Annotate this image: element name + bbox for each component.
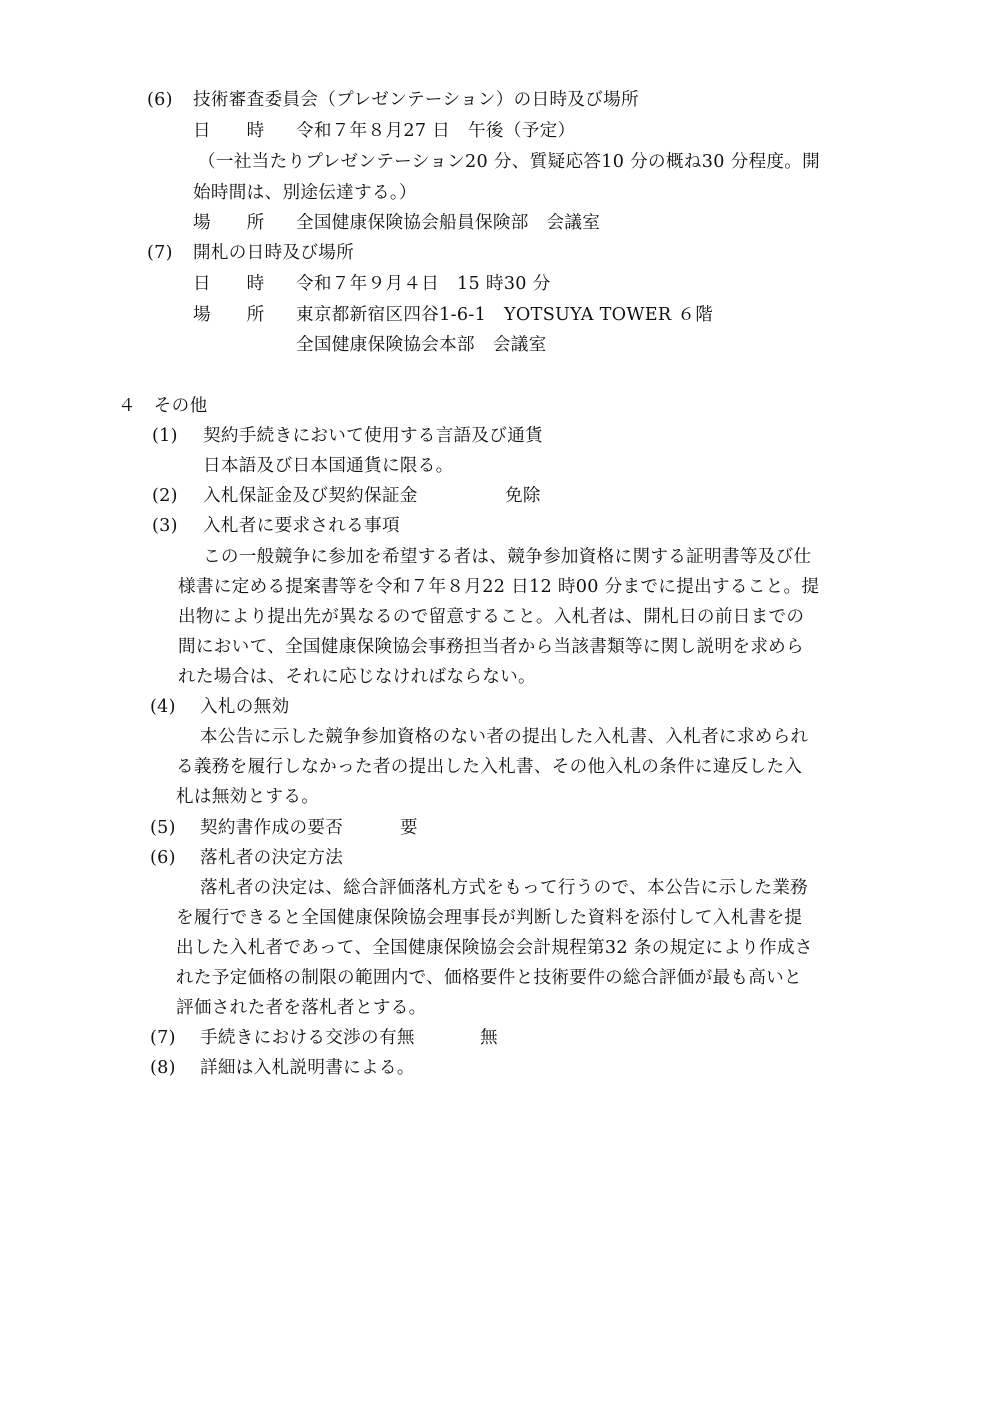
s6-date-row [193,118,575,144]
item-1-title: 契約手続きにおいて使用する言語及び通貨 [203,426,543,446]
s6-place-value: 全国健康保険協会船員保険部 会議室 [296,213,601,233]
s6-place-row [193,210,600,236]
item-3-line: 出物により提出先が異なるので留意すること。入札者は、開札日の前日までの [178,607,805,627]
item-3-number: (3) [152,516,178,536]
s7-date-row [193,271,551,297]
item-2-title: 入札保証金及び契約保証金 [203,486,418,506]
item-7-value: 無 [480,1028,498,1048]
s7-number: (7) [147,243,173,263]
s7-place-value: 東京都新宿区四谷1-6-1 YOTSUYA TOWER ６階 [296,305,714,325]
s6-note-line-1: （一社当たりプレゼンテーション20 分、質疑応答10 分の概ね30 分程度。開 [198,152,821,172]
s6-place-label: 場 所 [193,213,265,233]
item-4-title: 入札の無効 [200,697,290,717]
item-3-line: れた場合は、それに応じなければならない。 [178,667,536,687]
item-5-value: 要 [400,818,418,838]
item-5-title: 契約書作成の要否 [200,818,344,838]
item-6-title: 落札者の決定方法 [200,848,344,868]
item-4-line: 札は無効とする。 [176,787,320,807]
item-4-number: (4) [150,697,176,717]
item-1-number: (1) [152,426,178,446]
s6-number: (6) [147,90,173,110]
s6-date-label: 日 時 [193,121,265,141]
item-6-line: れた予定価格の制限の範囲内で、価格要件と技術要件の総合評価が最も高いと [176,968,802,988]
section-4-heading: ４ その他 [118,396,208,416]
s6-note-line-2: 始時間は、別途伝達する。） [193,183,417,203]
item-6-line: を履行できると全国健康保険協会理事長が判断した資料を添付して入札書を提 [176,908,803,928]
s7-date-label: 日 時 [193,274,265,294]
item-5-number: (5) [150,818,176,838]
s7-date-value: 令和７年９月４日 15 時30 分 [296,274,551,294]
s6-title: 技術審査委員会（プレゼンテーション）の日時及び場所 [193,90,639,110]
s7-place-row [193,302,713,328]
s7-title: 開札の日時及び場所 [193,243,355,263]
s7-place-value-line-2: 全国健康保険協会本部 会議室 [296,335,547,355]
item-6-line: 落札者の決定は、総合評価落札方式をもって行うので、本公告に示した業務 [200,878,809,898]
item-6-line: 評価された者を落札者とする。 [176,998,427,1018]
item-6-line: 出した入札者であって、全国健康保険協会会計規程第32 条の規定により作成さ [176,938,813,958]
item-3-line: 間において、全国健康保険協会事務担当者から当該書類等に関し説明を求めら [178,637,804,657]
s6-date-value: 令和７年８月27 日 午後（予定） [296,121,576,141]
item-4-line: 本公告に示した競争参加資格のない者の提出した入札書、入札者に求められ [200,727,809,747]
item-6-number: (6) [150,848,176,868]
item-2-value: 免除 [505,486,541,506]
item-3-line: 様書に定める提案書等を令和７年８月22 日12 時00 分までに提出すること。提 [178,577,820,597]
item-4-line: る義務を履行しなかった者の提出した入札書、その他入札の条件に違反した入 [176,757,803,777]
item-2-number: (2) [152,486,178,506]
item-8-title: 詳細は入札説明書による。 [200,1058,415,1078]
item-1-body: 日本語及び日本国通貨に限る。 [203,456,454,476]
item-3-line: この一般競争に参加を希望する者は、競争参加資格に関する証明書等及び仕 [203,547,812,567]
item-7-number: (7) [150,1028,176,1048]
s7-place-label: 場 所 [193,305,265,325]
item-8-number: (8) [150,1058,176,1078]
item-7-title: 手続きにおける交渉の有無 [200,1028,415,1048]
item-3-title: 入札者に要求される事項 [203,516,400,536]
